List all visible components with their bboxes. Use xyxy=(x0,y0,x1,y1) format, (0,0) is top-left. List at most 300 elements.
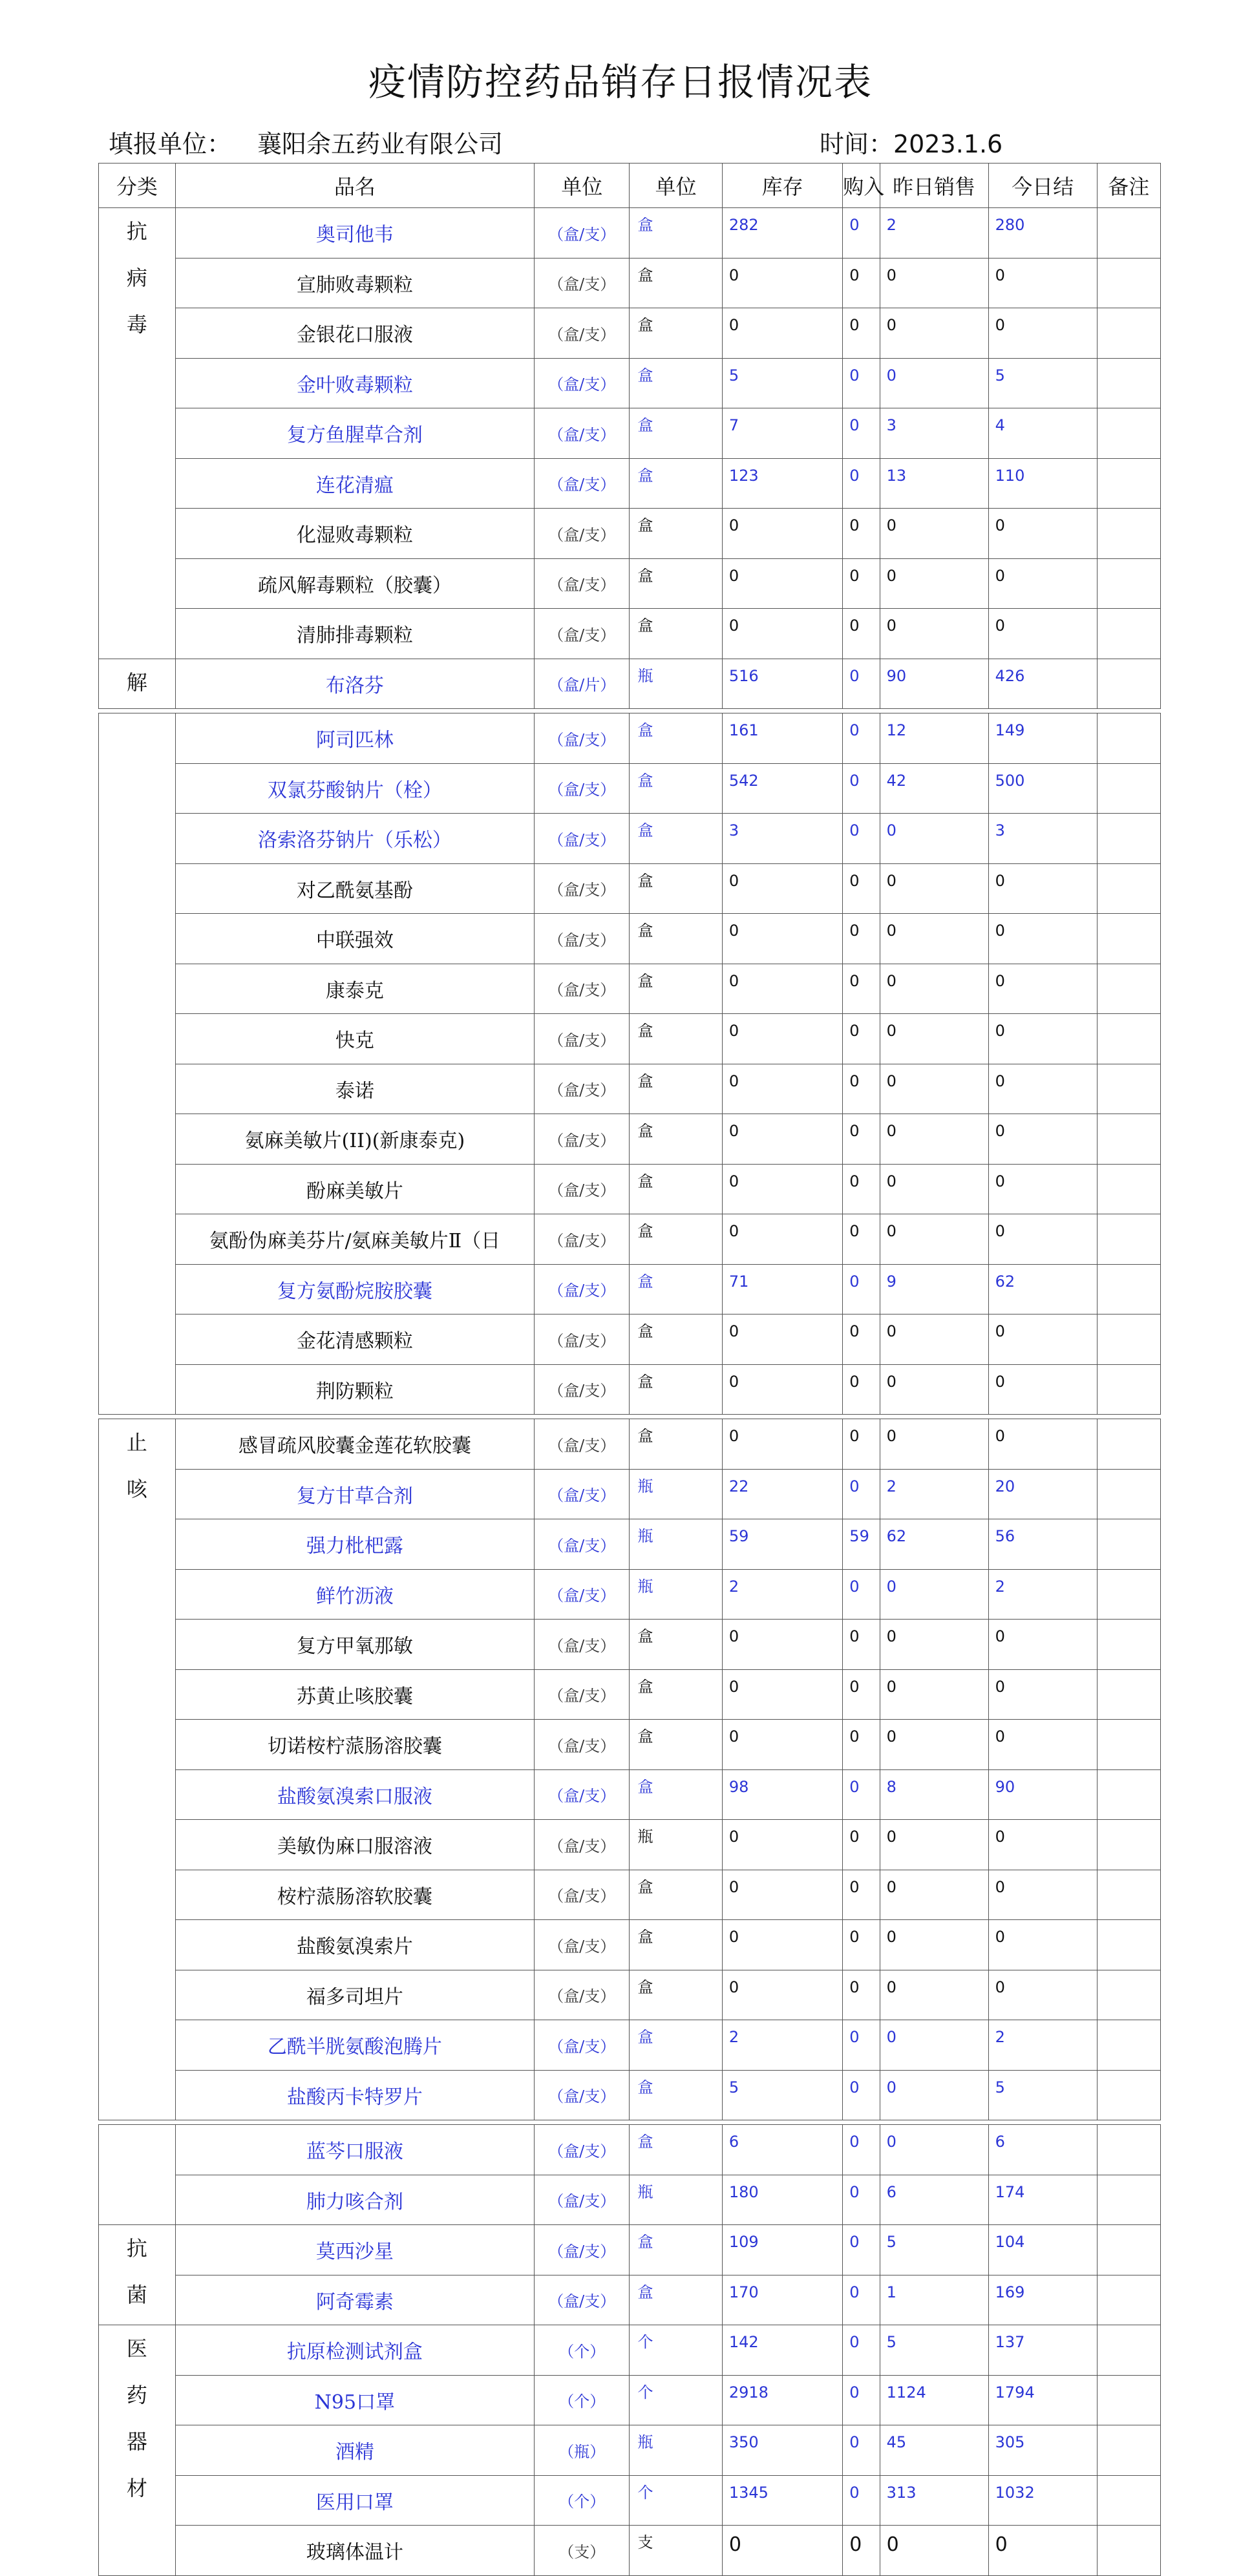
sales-value: 0 xyxy=(880,1064,988,1114)
sales-value: 0 xyxy=(880,1620,988,1670)
remarks-cell xyxy=(1097,1264,1160,1314)
unit: 个 xyxy=(630,2375,722,2425)
table-row xyxy=(99,1769,1161,1820)
category-char: 止 xyxy=(126,1430,147,1455)
closing-value: 0 xyxy=(988,558,1097,609)
purchase-value: 0 xyxy=(843,308,880,359)
purchase-value: 0 xyxy=(843,609,880,659)
column-header: 品名 xyxy=(175,164,534,208)
purchase-value: 0 xyxy=(843,1214,880,1265)
table-row xyxy=(99,509,1161,559)
pack-spec: （盒/支） xyxy=(534,1114,630,1165)
purchase-value: 0 xyxy=(843,2325,880,2376)
pack-spec: （盒/支） xyxy=(534,1214,630,1265)
purchase-value: 0 xyxy=(843,2526,880,2576)
section-spacer xyxy=(99,1415,1161,1419)
unit: 盒 xyxy=(630,509,722,559)
table-row xyxy=(99,458,1161,509)
purchase-value: 0 xyxy=(843,1314,880,1365)
sales-value: 0 xyxy=(880,1164,988,1214)
category-char: 抗 xyxy=(126,2236,147,2261)
purchase-value: 0 xyxy=(843,1620,880,1670)
remarks-cell xyxy=(1097,509,1160,559)
closing-value: 0 xyxy=(988,914,1097,964)
table-row xyxy=(99,713,1161,764)
table-row xyxy=(99,914,1161,964)
table-row xyxy=(99,814,1161,864)
purchase-value: 0 xyxy=(843,1870,880,1920)
purchase-value: 0 xyxy=(843,2020,880,2071)
stock-value: 142 xyxy=(722,2325,842,2376)
sales-value: 0 xyxy=(880,308,988,359)
closing-value: 0 xyxy=(988,2526,1097,2576)
stock-value: 59 xyxy=(722,1519,842,1570)
remarks-cell xyxy=(1097,1970,1160,2020)
closing-value: 0 xyxy=(988,1970,1097,2020)
category-antipyretic xyxy=(99,659,176,709)
stock-value: 0 xyxy=(722,863,842,914)
table-row xyxy=(99,1264,1161,1314)
pack-spec: （个） xyxy=(534,2375,630,2425)
closing-value: 0 xyxy=(988,1920,1097,1970)
purchase-value: 0 xyxy=(843,258,880,308)
table-row xyxy=(99,2275,1161,2325)
sales-value: 1 xyxy=(880,2275,988,2325)
category-antiviral xyxy=(99,208,176,659)
closing-value: 2 xyxy=(988,2020,1097,2071)
table-row xyxy=(99,2020,1161,2071)
purchase-value: 0 xyxy=(843,1920,880,1970)
closing-value: 0 xyxy=(988,1870,1097,1920)
remarks-cell xyxy=(1097,2175,1160,2225)
table-row xyxy=(99,1519,1161,1570)
product-name: 宣肺败毒颗粒 xyxy=(175,258,534,308)
product-name: 金花清感颗粒 xyxy=(175,1314,534,1365)
unit: 盒 xyxy=(630,1114,722,1165)
unit: 盒 xyxy=(630,1970,722,2020)
stock-value: 161 xyxy=(722,713,842,764)
pack-spec: （盒/支） xyxy=(534,308,630,359)
purchase-value: 0 xyxy=(843,2225,880,2275)
purchase-value: 0 xyxy=(843,1970,880,2020)
product-name: 中联强效 xyxy=(175,914,534,964)
sales-value: 0 xyxy=(880,1870,988,1920)
unit: 瓶 xyxy=(630,1519,722,1570)
inventory-table xyxy=(98,163,1161,2576)
pack-spec: （盒/支） xyxy=(534,408,630,459)
unit: 盒 xyxy=(630,914,722,964)
product-name: 玻璃体温计 xyxy=(175,2526,534,2576)
product-name: 对乙酰氨基酚 xyxy=(175,863,534,914)
purchase-value: 0 xyxy=(843,2375,880,2425)
remarks-cell xyxy=(1097,914,1160,964)
product-name: 泰诺 xyxy=(175,1064,534,1114)
table-row xyxy=(99,208,1161,259)
product-name: 蓝芩口服液 xyxy=(175,2125,534,2175)
stock-value: 170 xyxy=(722,2275,842,2325)
remarks-cell xyxy=(1097,208,1160,259)
column-header: 库存 xyxy=(722,164,842,208)
closing-value: 3 xyxy=(988,814,1097,864)
closing-value: 280 xyxy=(988,208,1097,259)
product-name: 氨酚伪麻美芬片/氨麻美敏片Ⅱ（日 xyxy=(175,1214,534,1265)
closing-value: 137 xyxy=(988,2325,1097,2376)
section-spacer xyxy=(99,709,1161,713)
sales-value: 0 xyxy=(880,1920,988,1970)
stock-value: 0 xyxy=(722,1114,842,1165)
unit: 个 xyxy=(630,2475,722,2526)
sales-value: 13 xyxy=(880,458,988,509)
remarks-cell xyxy=(1097,2425,1160,2476)
product-name: 荆防颗粒 xyxy=(175,1364,534,1415)
unit: 盒 xyxy=(630,1419,722,1470)
section-spacer xyxy=(99,2120,1161,2125)
product-name: 医用口罩 xyxy=(175,2475,534,2526)
pack-spec: （盒/支） xyxy=(534,1569,630,1620)
remarks-cell xyxy=(1097,1469,1160,1519)
pack-spec: （盒/支） xyxy=(534,1064,630,1114)
sales-value: 5 xyxy=(880,2225,988,2275)
product-name: 复方甘草合剂 xyxy=(175,1469,534,1519)
purchase-value: 0 xyxy=(843,1820,880,1870)
purchase-value: 0 xyxy=(843,509,880,559)
sales-value: 0 xyxy=(880,509,988,559)
column-header: 购入 xyxy=(843,164,880,208)
closing-value: 5 xyxy=(988,358,1097,408)
unit: 盒 xyxy=(630,558,722,609)
unit: 盒 xyxy=(630,1769,722,1820)
purchase-value: 0 xyxy=(843,2070,880,2120)
category-cough xyxy=(99,1419,176,2120)
closing-value: 0 xyxy=(988,1620,1097,1670)
stock-value: 0 xyxy=(722,1064,842,1114)
stock-value: 0 xyxy=(722,1164,842,1214)
sales-value: 5 xyxy=(880,2325,988,2376)
pack-spec: （盒/支） xyxy=(534,964,630,1014)
column-header: 单位 xyxy=(534,164,630,208)
purchase-value: 0 xyxy=(843,2175,880,2225)
stock-value: 7 xyxy=(722,408,842,459)
sales-value: 0 xyxy=(880,1364,988,1415)
stock-value: 5 xyxy=(722,358,842,408)
purchase-value: 0 xyxy=(843,1264,880,1314)
unit: 盒 xyxy=(630,1214,722,1265)
closing-value: 0 xyxy=(988,863,1097,914)
unit: 盒 xyxy=(630,2070,722,2120)
table-row xyxy=(99,1870,1161,1920)
column-header: 备注 xyxy=(1097,164,1160,208)
category-medical xyxy=(99,2325,176,2576)
category-char: 咳 xyxy=(126,1477,147,1501)
purchase-value: 0 xyxy=(843,1064,880,1114)
purchase-value: 0 xyxy=(843,659,880,709)
product-name: 阿奇霉素 xyxy=(175,2275,534,2325)
table-row xyxy=(99,1314,1161,1365)
unit: 盒 xyxy=(630,1669,722,1720)
table-row xyxy=(99,1364,1161,1415)
product-name: 桉柠蒎肠溶软胶囊 xyxy=(175,1870,534,1920)
sales-value: 0 xyxy=(880,1419,988,1470)
remarks-cell xyxy=(1097,1114,1160,1165)
closing-value: 0 xyxy=(988,1114,1097,1165)
unit: 盒 xyxy=(630,258,722,308)
unit: 瓶 xyxy=(630,2425,722,2476)
table-row xyxy=(99,1569,1161,1620)
closing-value: 0 xyxy=(988,1364,1097,1415)
stock-value: 123 xyxy=(722,458,842,509)
remarks-cell xyxy=(1097,408,1160,459)
product-name: 奥司他韦 xyxy=(175,208,534,259)
stock-value: 71 xyxy=(722,1264,842,1314)
product-name: 感冒疏风胶囊金莲花软胶囊 xyxy=(175,1419,534,1470)
stock-value: 2 xyxy=(722,1569,842,1620)
stock-value: 0 xyxy=(722,1820,842,1870)
remarks-cell xyxy=(1097,659,1160,709)
purchase-value: 0 xyxy=(843,1469,880,1519)
unit: 盒 xyxy=(630,2225,722,2275)
closing-value: 0 xyxy=(988,609,1097,659)
category-char: 药 xyxy=(126,2383,147,2407)
remarks-cell xyxy=(1097,2325,1160,2376)
purchase-value: 0 xyxy=(843,358,880,408)
category-char: 材 xyxy=(126,2476,147,2500)
closing-value: 500 xyxy=(988,763,1097,814)
stock-value: 0 xyxy=(722,1314,842,1365)
table-row xyxy=(99,1469,1161,1519)
purchase-value: 0 xyxy=(843,713,880,764)
remarks-cell xyxy=(1097,763,1160,814)
unit: 盒 xyxy=(630,408,722,459)
purchase-value: 0 xyxy=(843,208,880,259)
pack-spec: （盒/支） xyxy=(534,1720,630,1770)
sales-value: 0 xyxy=(880,814,988,864)
sales-value: 1124 xyxy=(880,2375,988,2425)
sales-value: 6 xyxy=(880,2175,988,2225)
stock-value: 5 xyxy=(722,2070,842,2120)
closing-value: 0 xyxy=(988,1669,1097,1720)
stock-value: 0 xyxy=(722,1920,842,1970)
closing-value: 0 xyxy=(988,1314,1097,1365)
reporting-unit-name: 襄阳余五药业有限公司 xyxy=(257,130,504,158)
sales-value: 0 xyxy=(880,358,988,408)
stock-value: 3 xyxy=(722,814,842,864)
unit: 盒 xyxy=(630,763,722,814)
pack-spec: （盒/支） xyxy=(534,1820,630,1870)
unit: 盒 xyxy=(630,1620,722,1670)
unit: 盒 xyxy=(630,358,722,408)
product-name: 乙酰半胱氨酸泡腾片 xyxy=(175,2020,534,2071)
pack-spec: （盒/支） xyxy=(534,863,630,914)
page-title: 疫情防控药品销存日报情况表 xyxy=(368,60,873,104)
stock-value: 98 xyxy=(722,1769,842,1820)
purchase-value: 0 xyxy=(843,408,880,459)
remarks-cell xyxy=(1097,2526,1160,2576)
closing-value: 6 xyxy=(988,2125,1097,2175)
closing-value: 0 xyxy=(988,1164,1097,1214)
unit: 瓶 xyxy=(630,2175,722,2225)
closing-value: 0 xyxy=(988,1419,1097,1470)
table-row xyxy=(99,1669,1161,1720)
unit: 盒 xyxy=(630,1164,722,1214)
table-row xyxy=(99,2125,1161,2175)
product-name: 福多司坦片 xyxy=(175,1970,534,2020)
closing-value: 169 xyxy=(988,2275,1097,2325)
product-name: 复方鱼腥草合剂 xyxy=(175,408,534,459)
stock-value: 0 xyxy=(722,1364,842,1415)
sales-value: 0 xyxy=(880,1014,988,1064)
category-char: 器 xyxy=(126,2429,147,2454)
category-char: 毒 xyxy=(126,312,147,337)
unit: 盒 xyxy=(630,2020,722,2071)
sales-value: 2 xyxy=(880,208,988,259)
pack-spec: （盒/支） xyxy=(534,1164,630,1214)
stock-value: 2 xyxy=(722,2020,842,2071)
product-name: 连花清瘟 xyxy=(175,458,534,509)
closing-value: 0 xyxy=(988,1720,1097,1770)
product-name: 苏黄止咳胶囊 xyxy=(175,1669,534,1720)
pack-spec: （盒/支） xyxy=(534,914,630,964)
remarks-cell xyxy=(1097,2375,1160,2425)
stock-value: 282 xyxy=(722,208,842,259)
unit: 盒 xyxy=(630,1720,722,1770)
pack-spec: （盒/支） xyxy=(534,1920,630,1970)
pack-spec: （盒/支） xyxy=(534,1669,630,1720)
table-row xyxy=(99,1970,1161,2020)
pack-spec: （盒/支） xyxy=(534,1014,630,1064)
closing-value: 0 xyxy=(988,258,1097,308)
pack-spec: （盒/支） xyxy=(534,509,630,559)
unit: 盒 xyxy=(630,208,722,259)
remarks-cell xyxy=(1097,258,1160,308)
table-row xyxy=(99,763,1161,814)
pack-spec: （盒/支） xyxy=(534,1870,630,1920)
table-row xyxy=(99,258,1161,308)
report-date: 时间：2023.1.6 xyxy=(820,130,1003,158)
reporting-unit-label: 填报单位： xyxy=(109,130,232,158)
remarks-cell xyxy=(1097,1820,1160,1870)
table-row xyxy=(99,1164,1161,1214)
table-row xyxy=(99,1720,1161,1770)
stock-value: 0 xyxy=(722,1214,842,1265)
stock-value: 0 xyxy=(722,2526,842,2576)
table-row xyxy=(99,609,1161,659)
product-name: 盐酸氨溴索口服液 xyxy=(175,1769,534,1820)
closing-value: 0 xyxy=(988,1064,1097,1114)
table-row xyxy=(99,2475,1161,2526)
sales-value: 0 xyxy=(880,1820,988,1870)
purchase-value: 0 xyxy=(843,1364,880,1415)
stock-value: 0 xyxy=(722,1014,842,1064)
product-name: 强力枇杷露 xyxy=(175,1519,534,1570)
table-row xyxy=(99,2175,1161,2225)
unit: 盒 xyxy=(630,964,722,1014)
product-name: 酚麻美敏片 xyxy=(175,1164,534,1214)
sales-value: 0 xyxy=(880,1569,988,1620)
sales-value: 0 xyxy=(880,2526,988,2576)
closing-value: 0 xyxy=(988,509,1097,559)
closing-value: 90 xyxy=(988,1769,1097,1820)
stock-value: 0 xyxy=(722,308,842,359)
sales-value: 0 xyxy=(880,558,988,609)
unit: 盒 xyxy=(630,1870,722,1920)
product-name: 盐酸丙卡特罗片 xyxy=(175,2070,534,2120)
product-name: 双氯芬酸钠片（栓） xyxy=(175,763,534,814)
remarks-cell xyxy=(1097,1669,1160,1720)
unit: 盒 xyxy=(630,1314,722,1365)
purchase-value: 0 xyxy=(843,2275,880,2325)
unit: 盒 xyxy=(630,2275,722,2325)
table-row xyxy=(99,308,1161,359)
closing-value: 149 xyxy=(988,713,1097,764)
column-header: 昨日销售 xyxy=(880,164,988,208)
remarks-cell xyxy=(1097,308,1160,359)
remarks-cell xyxy=(1097,458,1160,509)
sales-value: 0 xyxy=(880,1669,988,1720)
stock-value: 0 xyxy=(722,558,842,609)
stock-value: 542 xyxy=(722,763,842,814)
closing-value: 20 xyxy=(988,1469,1097,1519)
sales-value: 0 xyxy=(880,863,988,914)
remarks-cell xyxy=(1097,964,1160,1014)
closing-value: 0 xyxy=(988,308,1097,359)
stock-value: 6 xyxy=(722,2125,842,2175)
pack-spec: （盒/支） xyxy=(534,1264,630,1314)
closing-value: 174 xyxy=(988,2175,1097,2225)
remarks-cell xyxy=(1097,1419,1160,1470)
purchase-value: 0 xyxy=(843,914,880,964)
stock-value: 350 xyxy=(722,2425,842,2476)
purchase-value: 0 xyxy=(843,1114,880,1165)
stock-value: 180 xyxy=(722,2175,842,2225)
product-name: 切诺桉柠蒎肠溶胶囊 xyxy=(175,1720,534,1770)
sales-value: 3 xyxy=(880,408,988,459)
table-row xyxy=(99,1114,1161,1165)
table-row xyxy=(99,1064,1161,1114)
table-row xyxy=(99,558,1161,609)
pack-spec: （盒/支） xyxy=(534,1314,630,1365)
product-name: 化湿败毒颗粒 xyxy=(175,509,534,559)
unit: 盒 xyxy=(630,1064,722,1114)
remarks-cell xyxy=(1097,1870,1160,1920)
pack-spec: （瓶） xyxy=(534,2425,630,2476)
pack-spec: （盒/支） xyxy=(534,609,630,659)
closing-value: 0 xyxy=(988,1214,1097,1265)
sales-value: 0 xyxy=(880,1970,988,2020)
purchase-value: 0 xyxy=(843,814,880,864)
product-name: 酒精 xyxy=(175,2425,534,2476)
closing-value: 2 xyxy=(988,1569,1097,1620)
sales-value: 0 xyxy=(880,1214,988,1265)
remarks-cell xyxy=(1097,1314,1160,1365)
closing-value: 110 xyxy=(988,458,1097,509)
category-char: 抗 xyxy=(126,219,147,244)
closing-value: 62 xyxy=(988,1264,1097,1314)
sales-value: 9 xyxy=(880,1264,988,1314)
purchase-value: 0 xyxy=(843,964,880,1014)
unit: 瓶 xyxy=(630,1469,722,1519)
remarks-cell xyxy=(1097,1164,1160,1214)
stock-value: 22 xyxy=(722,1469,842,1519)
pack-spec: （个） xyxy=(534,2475,630,2526)
product-name: 盐酸氨溴索片 xyxy=(175,1920,534,1970)
product-name: 莫西沙星 xyxy=(175,2225,534,2275)
spacer-cell xyxy=(99,709,1161,713)
pack-spec: （盒/支） xyxy=(534,1419,630,1470)
purchase-value: 0 xyxy=(843,2125,880,2175)
closing-value: 0 xyxy=(988,1014,1097,1064)
pack-spec: （盒/支） xyxy=(534,763,630,814)
unit: 瓶 xyxy=(630,1820,722,1870)
